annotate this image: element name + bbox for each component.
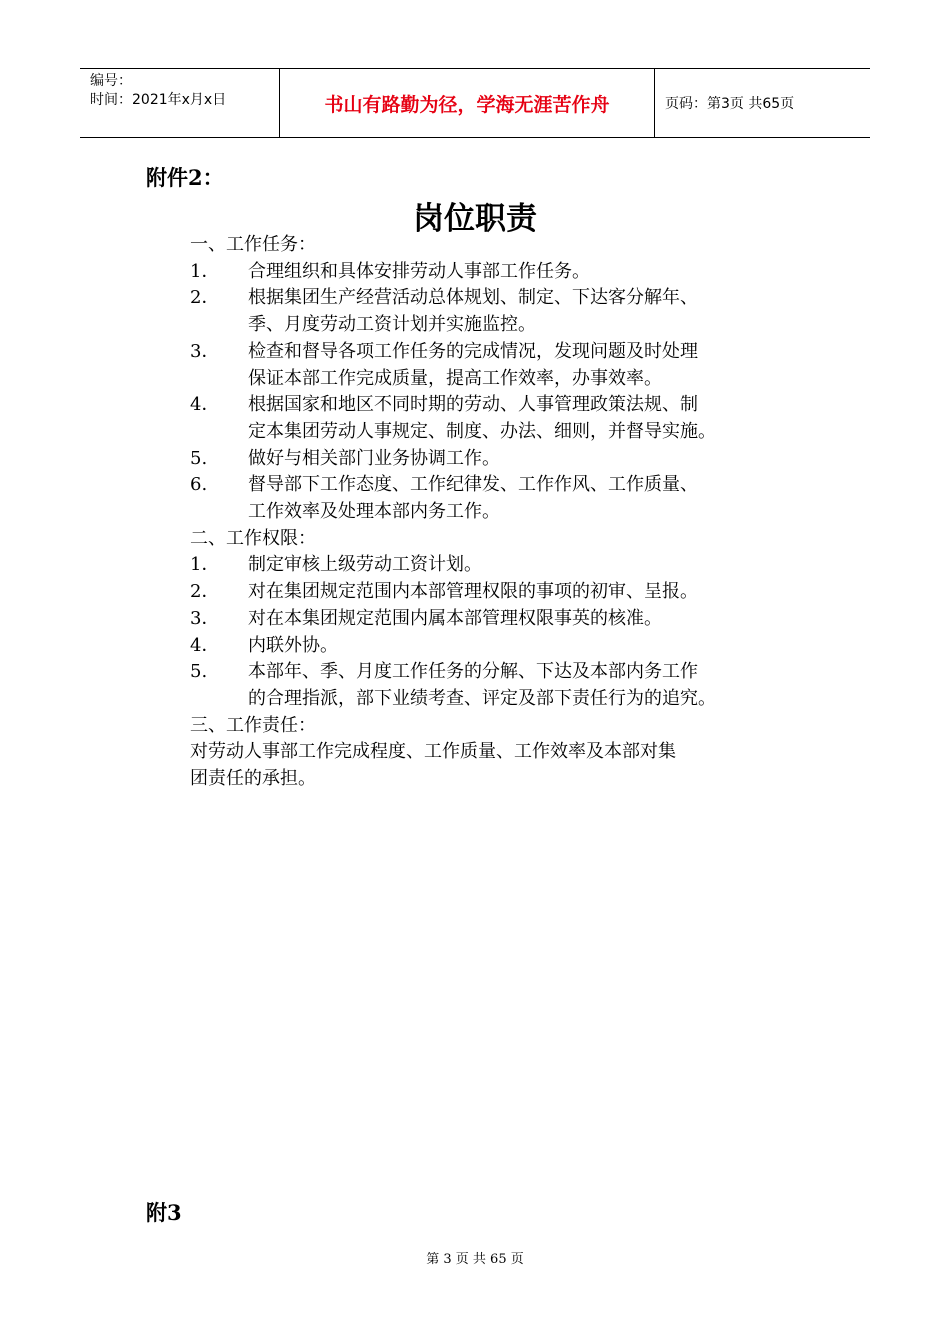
item-number: 2．	[190, 581, 220, 603]
header-motto: 书山有路勤为径，学海无涯苦作舟	[280, 69, 655, 137]
task-item	[190, 285, 850, 338]
item-number: 2．	[190, 287, 220, 309]
item-text-continued: 季、月度劳动工资计划并实施监控。	[248, 314, 536, 336]
attachment3-label: 附3	[146, 1200, 182, 1225]
task-item	[190, 446, 850, 473]
item-number: 4．	[190, 394, 220, 416]
item-number: 3．	[190, 607, 220, 629]
authority-item	[190, 552, 850, 579]
authority-item	[190, 606, 850, 633]
item-text: 检查和督导各项工作任务的完成情况，发现问题及时处理	[248, 340, 698, 362]
authority-item	[190, 633, 850, 660]
item-number: 3．	[190, 340, 220, 362]
item-text: 合理组织和具体安排劳动人事部工作任务。	[248, 260, 590, 282]
task-item	[190, 259, 850, 286]
item-text: 做好与相关部门业务协调工作。	[248, 447, 500, 469]
item-number: 6.	[190, 474, 208, 496]
responsibility-heading: 三、工作责任：	[190, 714, 316, 736]
authority-heading: 二、工作权限：	[190, 527, 316, 549]
document-body	[190, 232, 850, 793]
item-text: 对在集团规定范围内本部管理权限的事项的初审、呈报。	[248, 581, 698, 603]
time-label: 时间：2021年x月x日	[90, 92, 227, 108]
header-table	[80, 68, 870, 138]
item-text: 制定审核上级劳动工资计划。	[248, 554, 482, 576]
page-footer: 第 3 页 共 65 页	[426, 1252, 524, 1267]
item-text-continued: 的合理指派，部下业绩考查、评定及部下责任行为的追究。	[248, 687, 716, 709]
page-title: 岗位职责	[413, 201, 537, 237]
item-text-continued: 定本集团劳动人事规定、制度、办法、细则，并督导实施。	[248, 420, 716, 442]
task-item	[190, 472, 850, 525]
task-item	[190, 339, 850, 392]
attachment-label: 附件2：	[146, 165, 224, 190]
item-text-continued: 保证本部工作完成质量，提高工作效率，办事效率。	[248, 367, 662, 389]
code-label: 编号：	[90, 73, 132, 89]
item-text: 根据国家和地区不同时期的劳动、人事管理政策法规、制	[248, 394, 698, 416]
task-item	[190, 392, 850, 445]
item-text-continued: 工作效率及处理本部内务工作。	[248, 501, 500, 523]
tasks-heading: 一、工作任务：	[190, 234, 316, 255]
item-text: 内联外协。	[248, 634, 338, 656]
responsibility-text: 对劳动人事部工作完成程度、工作质量、工作效率及本部对集	[190, 741, 676, 763]
authority-item	[190, 579, 850, 606]
item-number: 1．	[190, 260, 220, 282]
item-text: 对在本集团规定范围内属本部管理权限事英的核准。	[248, 607, 662, 629]
header-left-cell	[80, 69, 280, 137]
item-text: 根据集团生产经营活动总体规划、制定、下达客分解年、	[248, 287, 698, 309]
item-number: 4．	[190, 634, 220, 656]
responsibility-text-continued: 团责任的承担。	[190, 768, 316, 790]
item-number: 5.	[190, 447, 208, 469]
item-number: 5.	[190, 661, 208, 683]
authority-item	[190, 659, 850, 712]
header-page-info: 页码：第3页 共65页	[665, 96, 795, 112]
item-number: 1．	[190, 554, 220, 576]
item-text: 本部年、季、月度工作任务的分解、下达及本部内务工作	[248, 661, 698, 683]
item-text: 督导部下工作态度、工作纪律发、工作作风、工作质量、	[248, 474, 698, 496]
